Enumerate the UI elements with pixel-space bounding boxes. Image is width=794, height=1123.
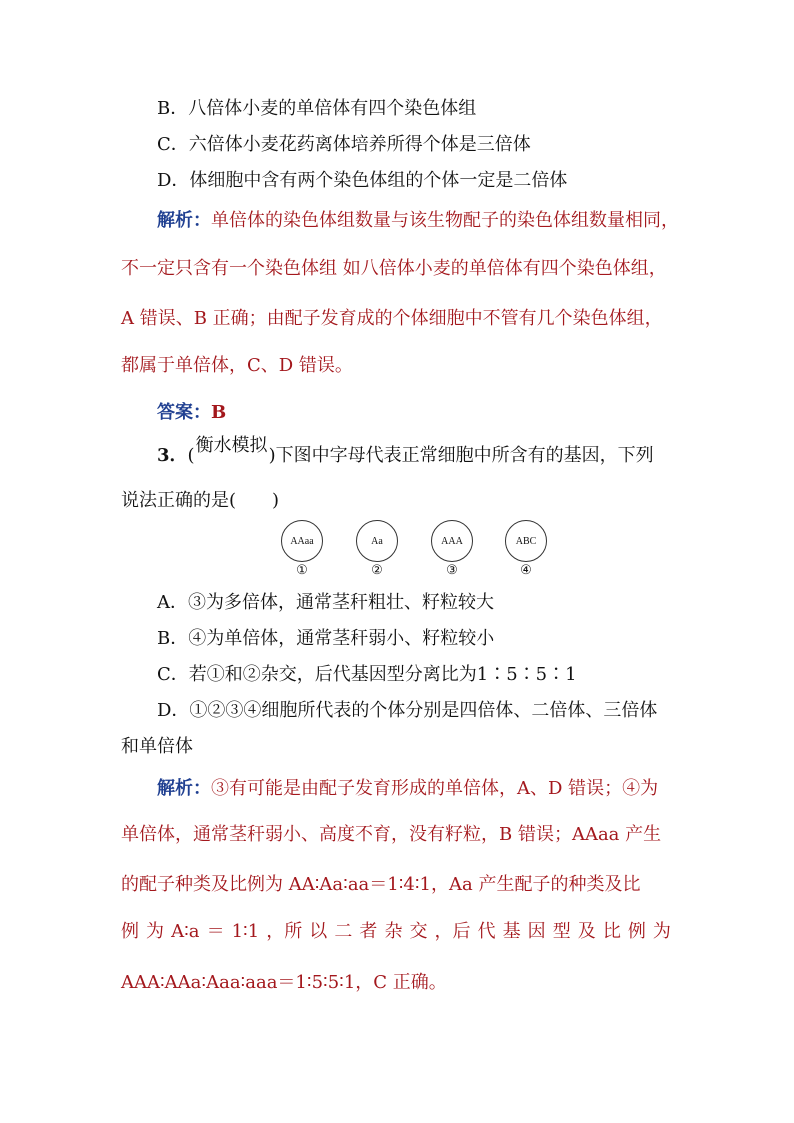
word: ＝ [206,921,225,942]
option-b-q2: B．八倍体小麦的单倍体有四个染色体组 [157,98,477,119]
analysis-text: 单倍体的染色体组数量与该生物配子的染色体组数量相同， [211,210,679,231]
word: 代 [477,921,496,942]
word: 例 [627,921,646,942]
word: 交 [409,921,428,942]
word: 为 [652,921,671,942]
word: 1∶1 [231,921,260,942]
word: A∶a [171,921,200,942]
question3-stem-line1: 3．(衡水模拟)下图中字母代表正常细胞中所含有的基因，下列 [157,435,654,466]
cell-index: ① [296,563,308,578]
word: 因 [527,921,546,942]
word: 比 [602,921,621,942]
analysis-q3-line5: AAA∶AAa∶Aaa∶aaa＝1∶5∶5∶1，C 正确。 [121,972,447,993]
analysis-q2-line2: 不一定只含有一个染色体组 如八倍体小麦的单倍体有四个染色体组， [121,258,667,279]
cell-circle: ABC [505,520,547,562]
word: 者 [359,921,378,942]
word: 型 [552,921,571,942]
source-tag: 衡水模拟 [195,435,268,456]
word: ，所 [266,921,303,942]
word: 为 [146,921,165,942]
word: 基 [502,921,521,942]
word: ，后 [434,921,471,942]
option-a-q3: A．③为多倍体，通常茎秆粗壮、籽粒较大 [157,592,494,613]
word: 杂 [384,921,403,942]
option-d-q3: D．①②③④细胞所代表的个体分别是四倍体、二倍体、三倍体 [157,700,658,721]
word: 二 [334,921,353,942]
analysis-q2-line4: 都属于单倍体，C、D 错误。 [121,355,353,376]
cell-4 [504,520,548,584]
question3-stem-line2: 说法正确的是( ) [121,490,280,511]
answer-label: 答案： [157,402,211,423]
analysis-q3-line4 [121,920,671,944]
analysis-q2-line1 [157,209,679,233]
gene-cell-diagram [280,520,552,584]
option-d-q3-continued: 和单倍体 [121,736,193,757]
question-stem: 下图中字母代表正常细胞中所含有的基因，下列 [275,445,654,466]
option-d-q2: D．体细胞中含有两个染色体组的个体一定是二倍体 [157,170,568,191]
analysis-q3-line1 [157,777,658,801]
question-number: 3． [157,445,188,466]
word: 例 [121,921,139,942]
word: 以 [309,921,328,942]
cell-circle: AAA [431,520,473,562]
cell-index: ② [371,563,383,578]
cell-1 [280,520,324,584]
analysis-q3-line2: 单倍体，通常茎秆弱小、高度不育，没有籽粒，B 错误；AAaa 产生 [121,824,662,845]
analysis-text: ③有可能是由配子发育形成的单倍体，A、D 错误；④为 [211,778,659,799]
answer-q2 [157,401,226,425]
analysis-q2-line3: A 错误、B 正确；由配子发育成的个体细胞中不管有几个染色体组， [121,308,663,329]
analysis-label: 解析： [157,210,211,231]
cell-circle: AAaa [281,520,323,562]
analysis-label: 解析： [157,778,211,799]
word: 及 [577,921,596,942]
answer-value: B [211,402,227,423]
cell-2 [355,520,399,584]
cell-index: ③ [446,563,458,578]
option-c-q3: C．若①和②杂交，后代基因型分离比为1∶5∶5∶1 [157,664,577,685]
cell-circle: Aa [356,520,398,562]
option-b-q3: B．④为单倍体，通常茎秆弱小、籽粒较小 [157,628,495,649]
option-c-q2: C．六倍体小麦花药离体培养所得个体是三倍体 [157,134,531,155]
cell-3 [430,520,474,584]
cell-index: ④ [520,563,532,578]
analysis-q3-line3: 的配子种类及比例为 AA∶Aa∶aa＝1∶4∶1，Aa 产生配子的种类及比 [121,874,641,895]
